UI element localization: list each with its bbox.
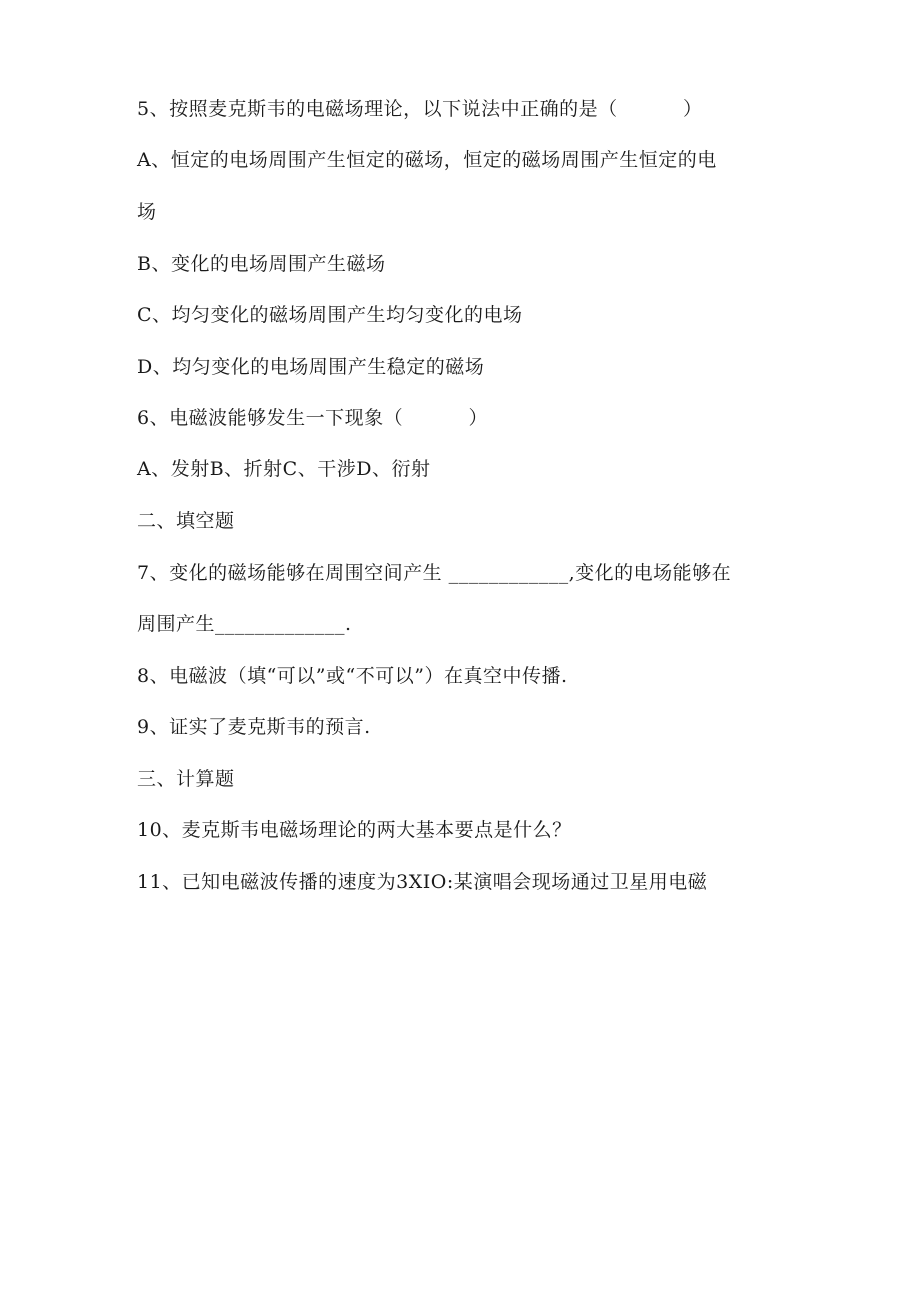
question-5-option-c: C、均匀变化的磁场周围产生均匀变化的电场	[137, 304, 523, 326]
question-6-options: A、发射B、折射C、干涉D、衍射	[137, 458, 431, 480]
question-11-stem: 11、已知电磁波传播的速度为3XIO:某演唱会现场通过卫星用电磁	[137, 871, 708, 893]
section-heading-fill-in: 二、填空题	[137, 510, 235, 532]
question-5-option-b: B、变化的电场周围产生磁场	[137, 253, 386, 275]
question-5-option-d: D、均匀变化的电场周围产生稳定的磁场	[137, 356, 485, 378]
question-7-stem-cont: 周围产生_____________.	[137, 613, 352, 635]
section-heading-calc: 三、计算题	[137, 768, 235, 790]
question-7-stem: 7、变化的磁场能够在周围空间产生 ____________,变化的电场能够在	[137, 562, 732, 584]
question-9-stem: 9、证实了麦克斯韦的预言.	[137, 716, 371, 738]
question-10-stem: 10、麦克斯韦电磁场理论的两大基本要点是什么？	[137, 819, 572, 841]
question-5-option-a: A、恒定的电场周围产生恒定的磁场，恒定的磁场周围产生恒定的电	[137, 149, 717, 171]
question-6-stem: 6、电磁波能够发生一下现象（ ）	[137, 407, 488, 429]
question-8-stem: 8、电磁波（填“可以”或“不可以”）在真空中传播.	[137, 665, 568, 687]
question-5-option-a-cont: 场	[137, 201, 157, 223]
question-5-stem: 5、按照麦克斯韦的电磁场理论，以下说法中正确的是（ ）	[137, 98, 703, 120]
